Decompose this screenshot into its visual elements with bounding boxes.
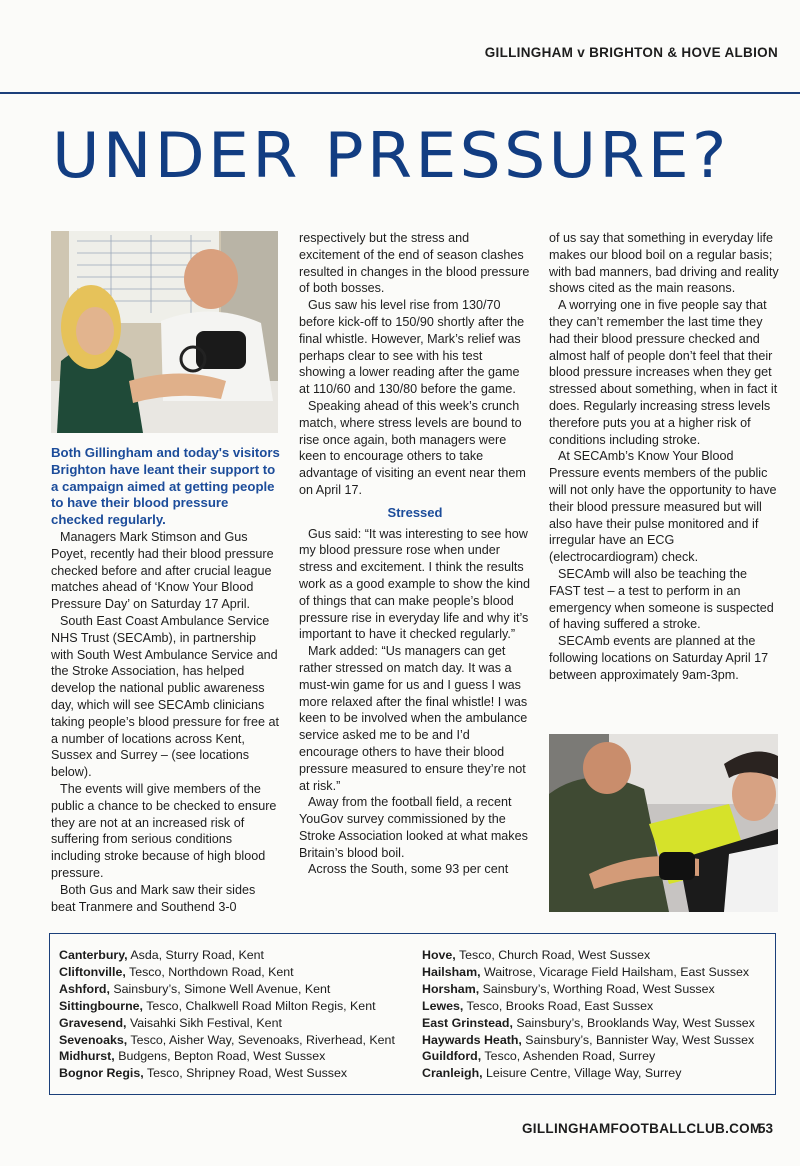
paragraph: respectively but the stress and excitement of the end of season clashes resulted in changes in the blood pressure of both bosses. (299, 231, 530, 296)
paragraph: Gus saw his level rise from 130/70 before kick-off to 150/90 shortly after the final whistle. However, Mark’s relief was perhaps clear to see with his test showing a lower reading after the game at 110/60 and 130/80 before the game. (299, 298, 525, 397)
headline: UNDER PRESSURE? (52, 119, 730, 192)
photo-paramedic-check (549, 734, 778, 912)
paragraph: At SECAmb’s Know Your Blood Pressure events members of the public will not only have the opportunity to have their blood pressure measured but will also have their pulse monitored and if irregular have an ECG (electrocardiogram) check. (549, 449, 777, 565)
locations-left-list (59, 947, 395, 1082)
location-item: Cliftonville, Tesco, Northdown Road, Kent (59, 964, 294, 979)
footer-website: GILLINGHAMFOOTBALLCLUB.COM (522, 1121, 762, 1136)
location-item: Gravesend, Vaisahki Sikh Festival, Kent (59, 1015, 282, 1030)
paragraph: Managers Mark Stimson and Gus Poyet, recently had their blood pressure checked before and after crucial league matches ahead of ‘Know Your Blood Pressure Day’ on Saturday 17 April. (51, 529, 274, 612)
paragraph: Speaking ahead of this week’s crunch match, where stress levels are bound to rise once again, both managers were keen to encourage others to take advantage of visiting an event near them on April 17. (299, 398, 526, 497)
article-column-2 (299, 230, 531, 878)
location-item: Cranleigh, Leisure Centre, Village Way, Surrey (422, 1066, 682, 1081)
article-column-3 (549, 230, 779, 684)
paragraph: of us say that something in everyday life makes our blood boil on a regular basis; with bad manners, bad driving and reality shows cited as the main reasons. (549, 231, 779, 296)
paragraph: Gus said: “It was interesting to see how my blood pressure rose when under stress and excitement. I think the results work as a good example to show the kind of things that can make people’s blood pressure rise in everyday life and why it’s important to have it checked regularly.” (299, 526, 531, 642)
paragraph: South East Coast Ambulance Service NHS Trust (SECAmb), in partnership with South West Ambulance Service and the Stroke Association, has helped develop the national public awareness day, which will see SECAmb clinicians taking people’s blood pressure for free at a number of locations across Kent, Sussex and Surrey – (see locations below). (51, 613, 279, 780)
header-rule (0, 92, 800, 94)
location-item: Ashford, Sainsbury’s, Simone Well Avenue, Kent (59, 981, 331, 996)
location-item: Hailsham, Waitrose, Vicarage Field Hailsham, East Sussex (422, 964, 750, 979)
paragraph: Away from the football field, a recent YouGov survey commissioned by the Stroke Association looked at what makes Britain’s blood boil. (299, 795, 528, 860)
article-column-1 (51, 445, 281, 915)
location-item: Midhurst, Budgens, Bepton Road, West Sussex (59, 1049, 326, 1064)
photo-blood-pressure-check (51, 231, 278, 433)
paragraph: The events will give members of the public a chance to be checked to ensure they are not at an increased risk of suffering from serious conditions including stroke because of high blood pressure. (51, 781, 277, 880)
location-item: Canterbury, Asda, Sturry Road, Kent (59, 948, 264, 962)
article-lede: Both Gillingham and today's visitors Brighton have leant their support to a campaign aimed at getting people to have their blood pressure checked regularly. (51, 445, 280, 528)
paragraph: SECAmb events are planned at the following locations on Saturday April 17 between approximately 9am-3pm. (549, 634, 769, 682)
location-item: Bognor Regis, Tesco, Shripney Road, West Sussex (59, 1066, 348, 1081)
section-header: GILLINGHAM v BRIGHTON & HOVE ALBION (484, 45, 778, 60)
event-locations-box (49, 933, 776, 1095)
paragraph: Across the South, some 93 per cent (308, 862, 509, 877)
subheading: Stressed (387, 504, 443, 520)
location-item: Sevenoaks, Tesco, Aisher Way, Sevenoaks, Riverhead, Kent (59, 1032, 395, 1047)
paragraph: Mark added: “Us managers can get rather stressed on match day. It was a must-win game for us and I guess I was more relaxed after the final whistle! I was keen to be involved when the ambulance service asked me to be and I’d encourage others to have their blood pressure measured to ensure they’re not at risk.” (299, 644, 528, 793)
locations-right-list (422, 947, 755, 1082)
location-item: Guildford, Tesco, Ashenden Road, Surrey (422, 1049, 656, 1064)
location-item: Sittingbourne, Tesco, Chalkwell Road Milton Regis, Kent (59, 998, 376, 1013)
page-number: 53 (758, 1121, 774, 1136)
paragraph: Both Gus and Mark saw their sides beat Tranmere and Southend 3-0 (51, 882, 256, 914)
location-item: Horsham, Sainsbury’s, Worthing Road, West Sussex (422, 981, 715, 996)
location-item: Haywards Heath, Sainsbury’s, Bannister Way, West Sussex (422, 1032, 755, 1047)
paragraph: A worrying one in five people say that they can’t remember the last time they had their blood pressure checked and almost half of people don’t feel that their blood pressure increases when they get stressed about something, when in fact it does. Regularly increasing stress levels therefore puts you at a higher risk of conditions including stroke. (549, 298, 778, 447)
location-item: Lewes, Tesco, Brooks Road, East Sussex (422, 998, 654, 1013)
location-item: Hove, Tesco, Church Road, West Sussex (422, 948, 651, 962)
paragraph: SECAmb will also be teaching the FAST test – a test to perform in an emergency when someone is suspected of having suffered a stroke. (549, 566, 774, 632)
location-item: East Grinstead, Sainsbury’s, Brooklands Way, West Sussex (422, 1015, 755, 1030)
